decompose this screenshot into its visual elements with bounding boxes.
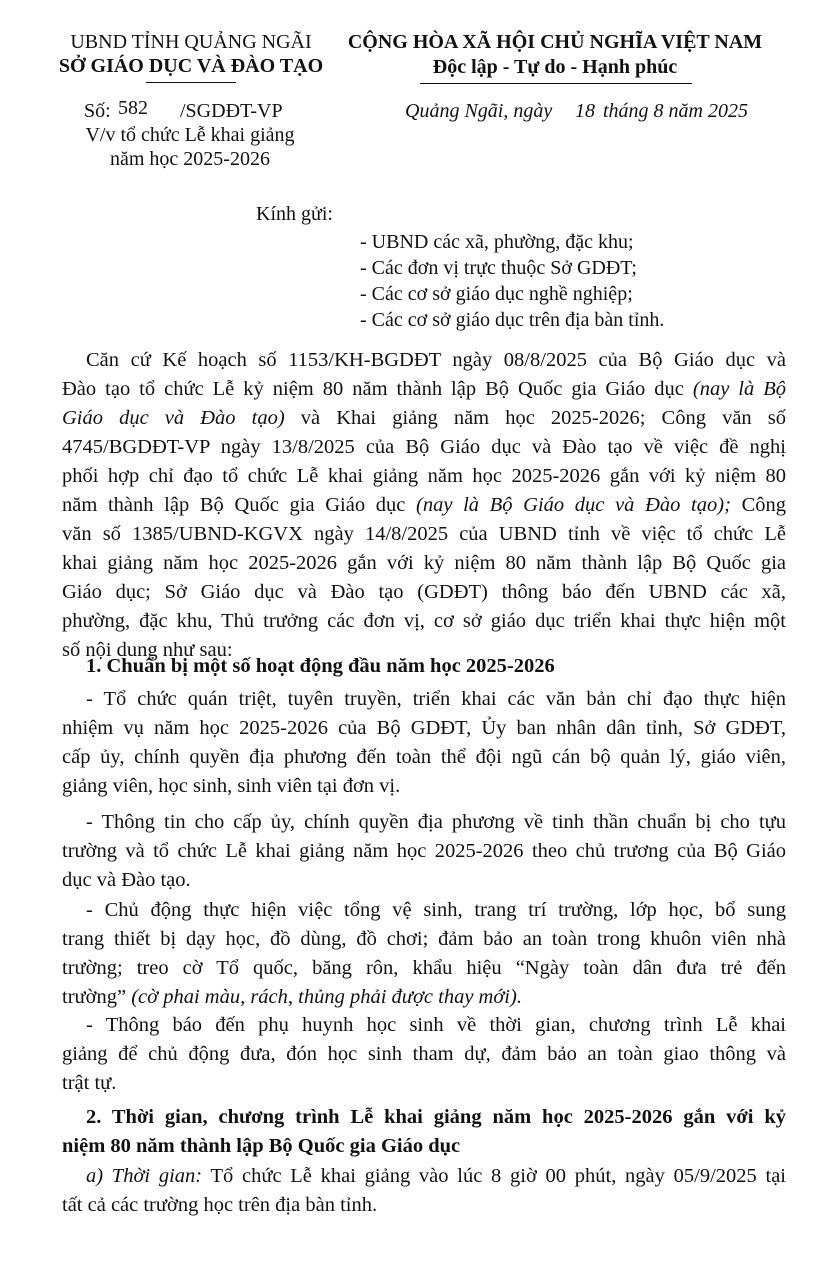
recipient-item: - Các đơn vị trực thuộc Sở GDĐT; [360, 257, 637, 279]
text-line: phối hợp chỉ đạo tổ chức Lễ khai giảng năm học 2025-2026 gắn với kỷ niệm 80 [62, 465, 786, 487]
recipient-item: - UBND các xã, phường, đặc khu; [360, 231, 634, 253]
text-line: Đào tạo tổ chức Lễ kỷ niệm 80 năm thành lập Bộ Quốc gia Giáo dục (nay là Bộ [62, 378, 786, 400]
text-line: 4745/BGDĐT-VP ngày 13/8/2025 của Bộ Giáo dục và Đào tạo về việc đề nghị [62, 436, 786, 458]
text-line: giảng để chủ động đưa, đón học sinh tham dự, đảm bảo an toàn giao thông và [62, 1043, 786, 1065]
text-line: Giáo dục và Đào tạo) và Khai giảng năm học 2025-2026; Công văn số [62, 407, 787, 429]
text-line: nhiệm vụ năm học 2025-2026 của Bộ GDĐT, Ủy ban nhân dân tỉnh, Sở GDĐT, [62, 717, 786, 739]
text-line: - Thông tin cho cấp ủy, chính quyền địa phương về tinh thần chuẩn bị cho tựu [86, 811, 786, 833]
date-day: 18 [575, 100, 595, 122]
agency-underline [146, 82, 236, 83]
recipients-label: Kính gửi: [256, 203, 333, 225]
section-1-paragraph-3 [62, 896, 786, 1012]
text-line: a) Thời gian: Tổ chức Lễ khai giảng vào lúc 8 giờ 00 phút, ngày 05/9/2025 tại [86, 1165, 787, 1187]
text-line: cấp ủy, chính quyền địa phương đến toàn thể đội ngũ cán bộ quản lý, giáo viên, [62, 746, 786, 768]
recipient-item: - Các cơ sở giáo dục nghề nghiệp; [360, 283, 633, 305]
section-1-heading: 1. Chuẩn bị một số hoạt động đầu năm học 2025-2026 [86, 655, 555, 677]
text-line: phường, đặc khu, Thủ trưởng các đơn vị, cơ sở giáo dục triển khai thực hiện một [62, 610, 786, 632]
section-2-heading: 2. Thời gian, chương trình Lễ khai giảng năm học 2025-2026 gắn với kỷ niệm 80 năm thành lập Bộ Quốc gia Giáo dục [62, 1106, 786, 1157]
text-line: - Tổ chức quán triệt, tuyên truyền, triển khai các văn bản chỉ đạo thực hiện [86, 688, 786, 710]
text-line: - Chủ động thực hiện việc tổng vệ sinh, trang trí trường, lớp học, bổ sung [86, 899, 786, 921]
text-line: - Thông báo đến phụ huynh học sinh về thời gian, chương trình Lễ khai [86, 1014, 786, 1036]
text-line: trường; treo cờ Tổ quốc, băng rôn, khẩu hiệu “Ngày toàn dân đưa trẻ đến [62, 957, 786, 979]
section-1-paragraph-1 [62, 685, 786, 801]
text-line: giảng viên, học sinh, sinh viên tại đơn vị. [62, 775, 401, 797]
agency-parent: UBND TỈNH QUẢNG NGÃI [70, 31, 312, 53]
section-1-paragraph-4 [62, 1011, 786, 1098]
national-motto: Độc lập - Tự do - Hạnh phúc [432, 56, 678, 78]
intro-paragraph [62, 346, 786, 665]
date-month-year: tháng 8 năm 2025 [603, 100, 748, 122]
text-line: tất cả các trường học trên địa bàn tỉnh. [62, 1194, 378, 1216]
text-line: năm thành lập Bộ Quốc gia Giáo dục (nay là Bộ Giáo dục và Đào tạo); Công [62, 494, 787, 516]
text-line: trường” (cờ phai màu, rách, thủng phải được thay mới). [62, 986, 522, 1008]
text-line: trường và tổ chức Lễ khai giảng năm học 2025-2026 theo chủ trương của Bộ Giáo [62, 840, 786, 862]
text-line: dục và Đào tạo. [62, 869, 191, 891]
text-line: số nội dung như sau: [62, 639, 233, 661]
section-2-time-paragraph [62, 1162, 786, 1220]
date-place: Quảng Ngãi, ngày [405, 100, 553, 122]
doc-subject-line2: năm học 2025-2026 [110, 148, 270, 170]
agency-name: SỞ GIÁO DỤC VÀ ĐÀO TẠO [58, 55, 324, 77]
text-line: Căn cứ Kế hoạch số 1153/KH-BGDĐT ngày 08/8/2025 của Bộ Giáo dục và [86, 349, 786, 371]
text-line: văn số 1385/UBND-KGVX ngày 14/8/2025 của UBND tỉnh về việc tổ chức Lễ [62, 523, 786, 545]
text-line: khai giảng năm học 2025-2026 gắn với kỷ niệm 80 năm thành lập Bộ Quốc gia [62, 552, 786, 574]
motto-underline [420, 83, 692, 84]
doc-code: /SGDĐT-VP [180, 100, 283, 122]
doc-subject-line1: V/v tổ chức Lễ khai giảng [85, 124, 295, 146]
text-line: Giáo dục; Sở Giáo dục và Đào tạo (GDĐT) thông báo đến UBND các xã, [62, 581, 786, 603]
text-line: trật tự. [62, 1072, 117, 1094]
nation-title: CỘNG HÒA XÃ HỘI CHỦ NGHĨA VIỆT NAM [347, 31, 763, 53]
section-1-paragraph-2 [62, 808, 786, 895]
doc-number-label: Số: [84, 100, 111, 122]
recipient-item: - Các cơ sở giáo dục trên địa bàn tỉnh. [360, 309, 665, 331]
text-line: trang thiết bị dạy học, đồ dùng, đồ chơi; đảm bảo an toàn trong khuôn viên nhà [62, 928, 786, 950]
doc-number: 582 [118, 97, 148, 119]
